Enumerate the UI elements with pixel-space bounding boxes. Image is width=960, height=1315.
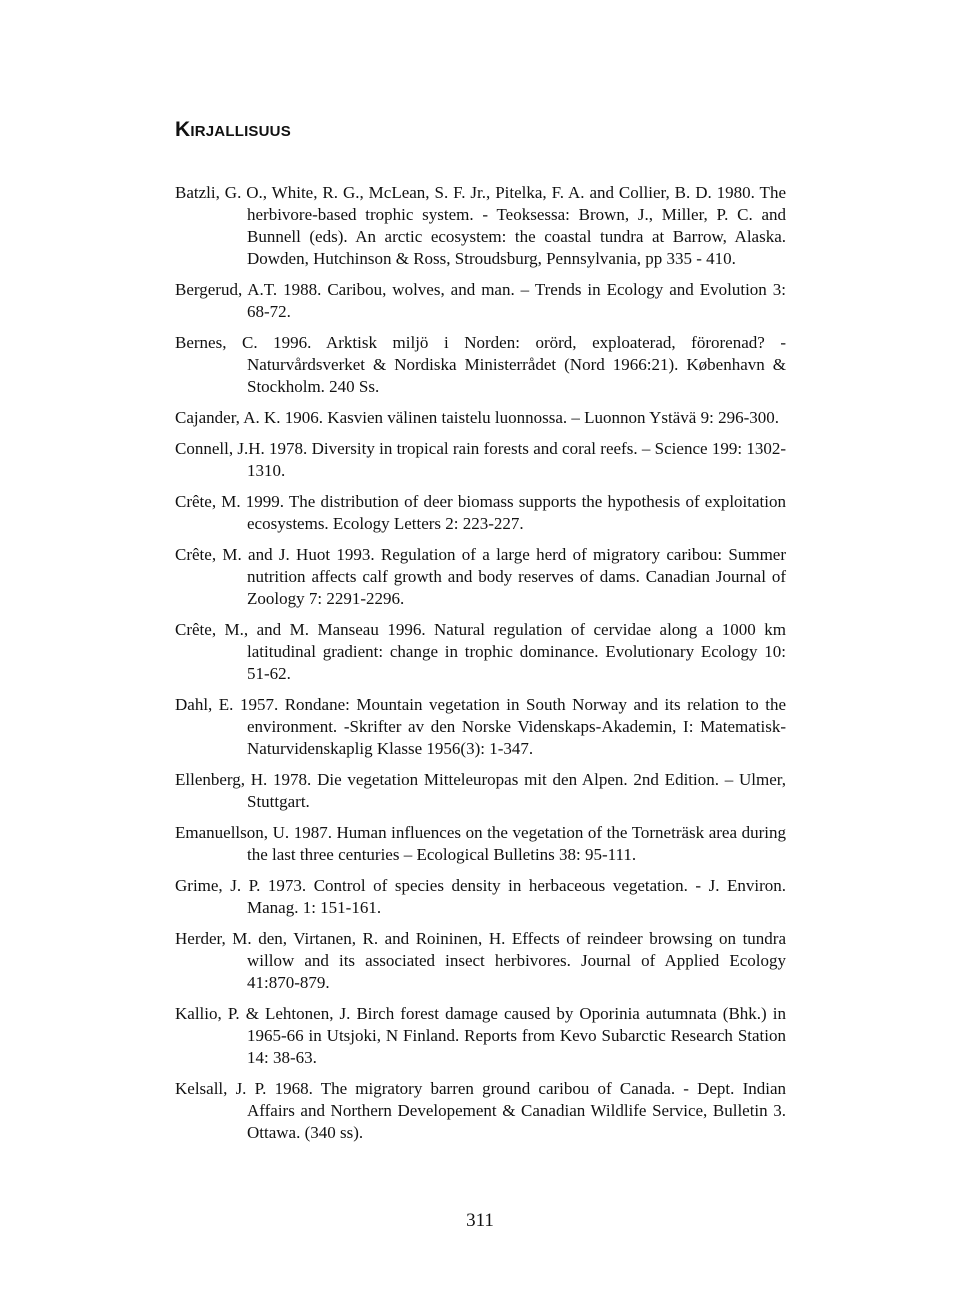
- reference-entry: Batzli, G. O., White, R. G., McLean, S. F. Jr., Pitelka, F. A. and Collier, B. D. 1980. The herbivore-based trophic system. - Teoksessa: Brown, J., Miller, P. C. and Bunnell (eds). An arctic ecosystem: the coastal tundra at Barrow, Alaska. Dowden, Hutchinson & Ross, Stroudsburg, Pennsylvania, pp 335 - 410.: [175, 183, 786, 268]
- reference-entry: Bernes, C. 1996. Arktisk miljö i Norden: orörd, exploaterad, förorenad? - Naturvårdsverket & Nordiska Ministerrådet (Nord 1966:21). København & Stockholm. 240 Ss.: [175, 333, 786, 396]
- reference-entry: Kallio, P. & Lehtonen, J. Birch forest damage caused by Oporinia autumnata (Bhk.) in 1965-66 in Utsjoki, N Finland. Reports from Kevo Subarctic Research Station 14: 38-63.: [175, 1004, 786, 1067]
- reference-entry: Bergerud, A.T. 1988. Caribou, wolves, and man. – Trends in Ecology and Evolution 3: 68-72.: [175, 280, 786, 321]
- reference-entry: Crête, M. and J. Huot 1993. Regulation of a large herd of migratory caribou: Summer nutrition affects calf growth and body reserves of dams. Canadian Journal of Zoology 7: 2291-2296.: [175, 545, 786, 608]
- reference-entry: Cajander, A. K. 1906. Kasvien välinen taistelu luonnossa. – Luonnon Ystävä 9: 296-300.: [175, 408, 779, 427]
- reference-entry: Dahl, E. 1957. Rondane: Mountain vegetation in South Norway and its relation to the environment. -Skrifter av den Norske Videnskaps-Akademin, I: Matematisk-Naturvidenskaplig Klasse 1956(3): 1-347.: [175, 695, 786, 758]
- reference-entry: Grime, J. P. 1973. Control of species density in herbaceous vegetation. - J. Environ. Manag. 1: 151-161.: [175, 876, 786, 917]
- reference-entry: Ellenberg, H. 1978. Die vegetation Mitteleuropas mit den Alpen. 2nd Edition. – Ulmer, Stuttgart.: [175, 770, 786, 811]
- reference-entry: Crête, M., and M. Manseau 1996. Natural regulation of cervidae along a 1000 km latitudinal gradient: change in trophic dominance. Evolutionary Ecology 10: 51-62.: [175, 620, 786, 683]
- section-heading: Kirjallisuus: [175, 118, 291, 141]
- reference-entry: Connell, J.H. 1978. Diversity in tropical rain forests and coral reefs. – Science 199: 1302-1310.: [175, 439, 786, 480]
- reference-entry: Kelsall, J. P. 1968. The migratory barren ground caribou of Canada. - Dept. Indian Affairs and Northern Developement & Canadian Wildlife Service, Bulletin 3. Ottawa. (340 ss).: [175, 1079, 786, 1142]
- reference-list: [175, 182, 786, 1153]
- reference-entry: Herder, M. den, Virtanen, R. and Roininen, H. Effects of reindeer browsing on tundra willow and its associated insect herbivores. Journal of Applied Ecology 41:870-879.: [175, 929, 786, 992]
- reference-entry: Emanuellson, U. 1987. Human influences on the vegetation of the Torneträsk area during the last three centuries – Ecological Bulletins 38: 95-111.: [175, 823, 786, 864]
- page-number: 311: [466, 1210, 494, 1231]
- reference-entry: Crête, M. 1999. The distribution of deer biomass supports the hypothesis of exploitation ecosystems. Ecology Letters 2: 223-227.: [175, 492, 786, 533]
